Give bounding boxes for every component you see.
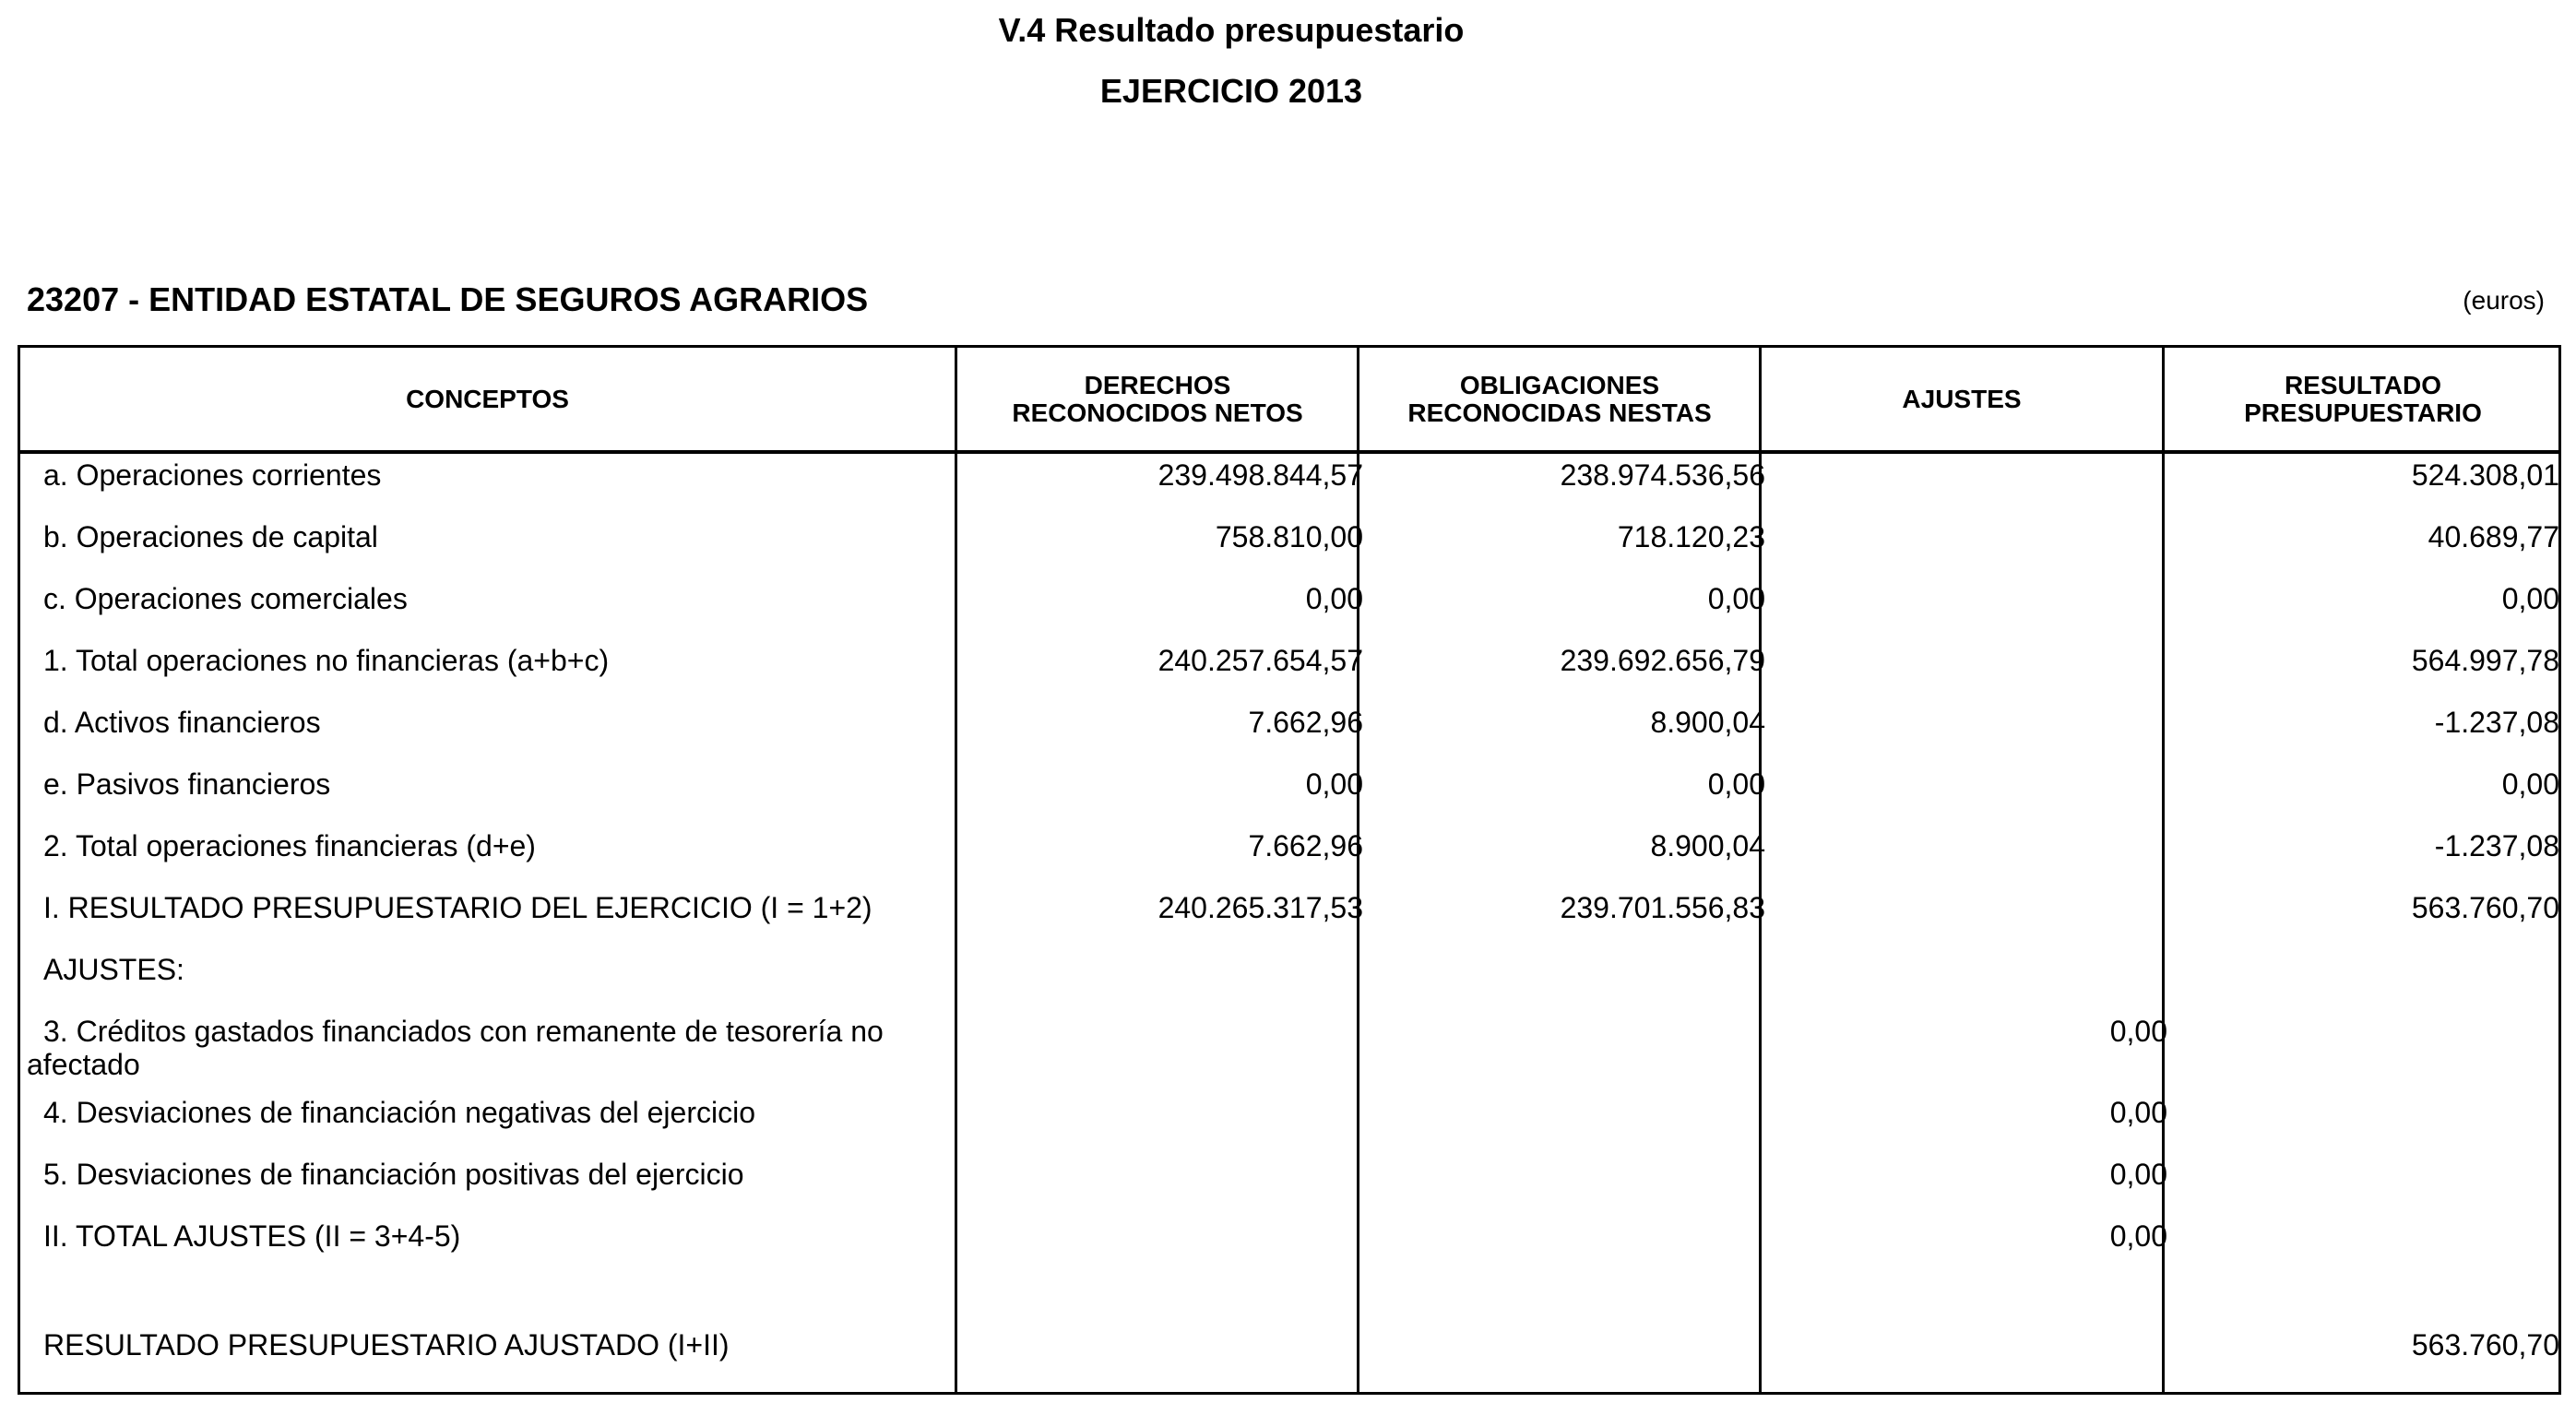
currency-unit-label: (euros)	[2463, 286, 2545, 315]
cell-derechos: 7.662,96	[1248, 706, 1363, 739]
cell-obligaciones: 239.692.656,79	[1560, 644, 1765, 677]
header-divider	[20, 450, 2558, 454]
column-header-conceptos: CONCEPTOS	[406, 384, 569, 413]
cell-obligaciones: 239.701.556,83	[1560, 891, 1765, 924]
cell-resultado: 564.997,78	[2411, 644, 2559, 677]
fiscal-year-subtitle: EJERCICIO 2013	[1099, 72, 1363, 110]
cell-resultado: 0,00	[2501, 767, 2559, 801]
cell-concepto: I. RESULTADO PRESUPUESTARIO DEL EJERCICIO (I = 1+2)	[43, 891, 873, 924]
cell-resultado: 524.308,01	[2411, 458, 2559, 492]
cell-ajustes: 0,00	[2109, 1219, 2167, 1253]
cell-concepto: RESULTADO PRESUPUESTARIO AJUSTADO (I+II)	[43, 1328, 730, 1361]
cell-ajustes: 0,00	[2109, 1015, 2167, 1048]
cell-ajustes: 0,00	[2109, 1158, 2167, 1191]
cell-derechos: 758.810,00	[1215, 520, 1363, 553]
cell-concepto: 5. Desviaciones de financiación positivas del ejercicio	[43, 1158, 744, 1191]
column-header-resultado: RESULTADO PRESUPUESTARIO	[2244, 370, 2482, 427]
cell-concepto: a. Operaciones corrientes	[43, 458, 382, 492]
column-header-obligaciones: OBLIGACIONES RECONOCIDAS NESTAS	[1407, 370, 1712, 427]
cell-derechos: 239.498.844,57	[1157, 458, 1363, 492]
cell-obligaciones: 0,00	[1707, 767, 1765, 801]
cell-concepto: 3. Créditos gastados financiados con remanente de tesorería no afectado	[27, 1015, 884, 1081]
cell-concepto: e. Pasivos financieros	[43, 767, 331, 801]
column-header-ajustes: AJUSTES	[1902, 384, 2022, 413]
cell-concepto: 4. Desviaciones de financiación negativas del ejercicio	[43, 1096, 755, 1129]
page-title: V.4 Resultado presupuestario	[998, 11, 1465, 49]
cell-concepto: b. Operaciones de capital	[43, 520, 378, 553]
cell-derechos: 240.265.317,53	[1157, 891, 1363, 924]
column-header-derechos: DERECHOS RECONOCIDOS NETOS	[1012, 370, 1303, 427]
cell-concepto: II. TOTAL AJUSTES (II = 3+4-5)	[43, 1219, 461, 1253]
cell-obligaciones: 8.900,04	[1650, 706, 1765, 739]
cell-resultado: -1.237,08	[2434, 706, 2559, 739]
cell-resultado: 563.760,70	[2411, 1328, 2559, 1361]
entity-heading: 23207 - ENTIDAD ESTATAL DE SEGUROS AGRARIOS	[27, 280, 869, 318]
cell-obligaciones: 0,00	[1707, 582, 1765, 615]
column-divider	[955, 348, 957, 1392]
cell-resultado: 563.760,70	[2411, 891, 2559, 924]
cell-derechos: 7.662,96	[1248, 829, 1363, 862]
cell-concepto: AJUSTES:	[43, 953, 184, 986]
cell-obligaciones: 718.120,23	[1617, 520, 1765, 553]
cell-resultado: -1.237,08	[2434, 829, 2559, 862]
cell-derechos: 0,00	[1305, 582, 1363, 615]
cell-resultado: 40.689,77	[2428, 520, 2559, 553]
column-divider	[1357, 348, 1359, 1392]
cell-concepto: d. Activos financieros	[43, 706, 321, 739]
cell-ajustes: 0,00	[2109, 1096, 2167, 1129]
cell-derechos: 0,00	[1305, 767, 1363, 801]
budget-result-table	[18, 345, 2561, 1395]
cell-obligaciones: 238.974.536,56	[1560, 458, 1765, 492]
cell-resultado: 0,00	[2501, 582, 2559, 615]
cell-concepto: 2. Total operaciones financieras (d+e)	[43, 829, 536, 862]
cell-concepto: 1. Total operaciones no financieras (a+b+c)	[43, 644, 610, 677]
cell-derechos: 240.257.654,57	[1157, 644, 1363, 677]
cell-obligaciones: 8.900,04	[1650, 829, 1765, 862]
cell-concepto: c. Operaciones comerciales	[43, 582, 408, 615]
